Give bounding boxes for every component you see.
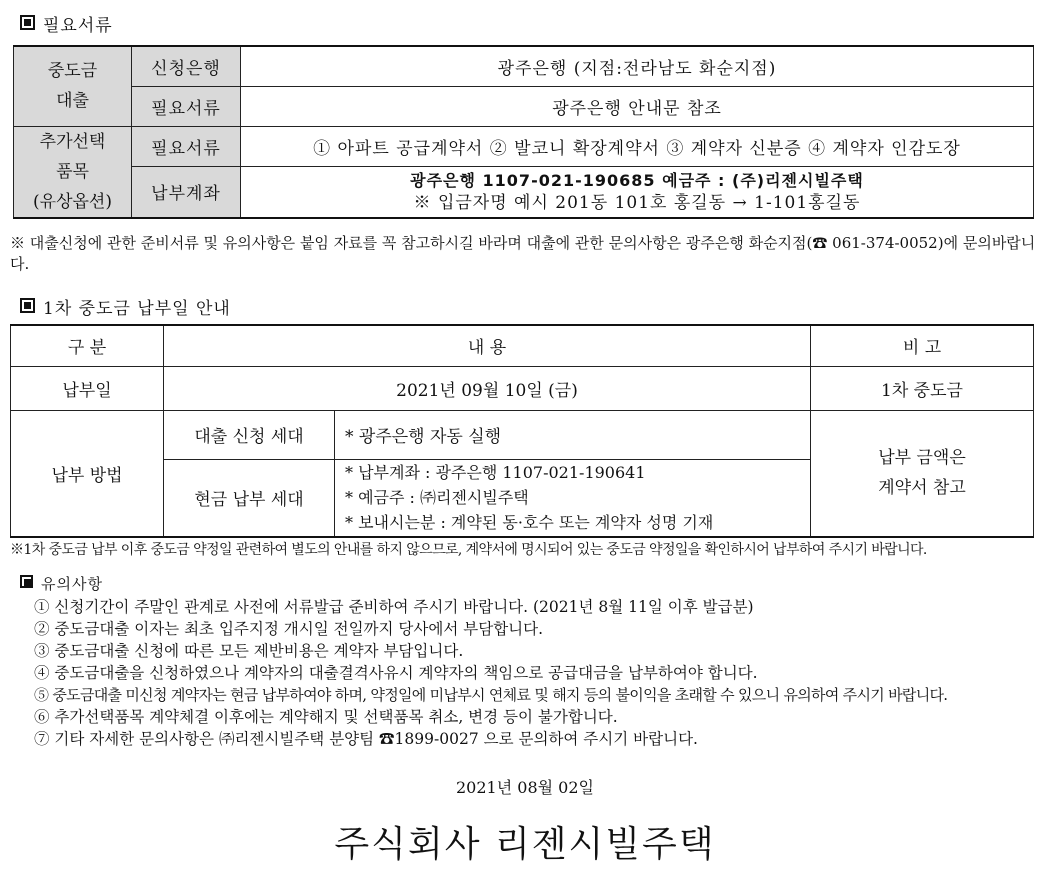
cash-household-value — [335, 459, 811, 537]
apply-bank-label: 신청은행 — [132, 46, 241, 86]
table-row — [11, 366, 1034, 410]
header-category: 구 분 — [11, 325, 164, 366]
loan-household-value: * 광주은행 자동 실행 — [335, 410, 811, 459]
notice-item: ⑤ 중도금대출 미신청 계약자는 현금 납부하여야 하며, 약정일에 미납부시 연체료 및 해지 등의 불이익을 초래할 수 있으니 유의하여 주시기 바랍니다. — [34, 686, 948, 704]
payment-schedule-table — [10, 324, 1034, 538]
payment-account-line: 광주은행 1107-021-190685 예금주 : (주)리젠시빌주택 — [410, 170, 864, 190]
notice-item: ③ 중도금대출 신청에 따른 모든 제반비용은 계약자 부담입니다. — [34, 642, 464, 660]
payment-method-remark — [811, 410, 1034, 537]
cash-holder-line: * 예금주 : ㈜리젠시빌주택 — [345, 488, 529, 508]
notice-item: ⑥ 추가선택품목 계약체결 이후에는 계약해지 및 선택품목 취소, 변경 등이 불가합니다. — [34, 708, 618, 726]
due-date-remark: 1차 중도금 — [811, 366, 1034, 410]
notice-item: ④ 중도금대출을 신청하였으나 계약자의 대출결격사유시 계약자의 책임으로 공급대금을 납부하여야 합니다. — [34, 664, 758, 682]
header-remark: 비 고 — [811, 325, 1034, 366]
section-title-text: 유의사항 — [41, 575, 103, 593]
required-docs-label: 필요서류 — [132, 86, 241, 126]
section-title-text: 필요서류 — [43, 16, 113, 36]
document-date: 2021년 08월 02일 — [456, 778, 594, 797]
payment-method-label: 납부 방법 — [11, 410, 164, 537]
square-bullet-icon — [20, 575, 33, 588]
notice-item: ⑦ 기타 자세한 문의사항은 ㈜리젠시빌주택 분양팀 ☎1899-0027 으로 문의하여 주시기 바랍니다. — [34, 730, 698, 748]
section-title-first-payment — [20, 294, 231, 319]
cash-account-line: * 납부계좌 : 광주은행 1107-021-190641 — [345, 463, 646, 483]
required-docs-table — [13, 45, 1034, 219]
apply-bank-value: 광주은행 (지점:전라남도 화순지점) — [241, 46, 1034, 86]
due-date-value: 2021년 09월 10일 (금) — [164, 366, 811, 410]
table-row — [14, 46, 1034, 86]
company-name: 주식회사 리젠시빌주택 — [334, 824, 716, 865]
section-title-required-docs — [20, 11, 113, 36]
loan-category-cell — [14, 46, 132, 126]
option-docs-label: 필요서류 — [132, 126, 241, 166]
payment-date-note: ※1차 중도금 납부 이후 중도금 약정일 관련하여 별도의 안내를 하지 않으므로, 계약서에 명시되어 있는 중도금 약정일을 확인하시어 납부하여 주시기 바랍니다. — [10, 542, 927, 558]
cell-text: 품목 — [56, 161, 89, 182]
option-category-cell — [14, 126, 132, 218]
table-row — [14, 86, 1034, 126]
table-row — [11, 410, 1034, 459]
payment-account-label: 납부계좌 — [132, 166, 241, 218]
cell-text: 추가선택 — [39, 131, 106, 152]
cell-text: 대출 — [56, 91, 89, 112]
option-docs-value: ① 아파트 공급계약서 ② 발코니 확장계약서 ③ 계약자 신분증 ④ 계약자 인감도장 — [241, 126, 1034, 166]
loan-inquiry-note: ※ 대출신청에 관한 준비서류 및 유의사항은 붙임 자료를 꼭 참고하시길 바라며 대출에 관한 문의사항은 광주은행 화순지점(☎ 061-374-0052)에 문의바랍니다. — [10, 234, 1036, 273]
required-docs-value: 광주은행 안내문 참조 — [241, 86, 1034, 126]
table-row — [14, 166, 1034, 218]
section-title-text: 1차 중도금 납부일 안내 — [43, 299, 231, 319]
cell-text: (유상옵션) — [33, 191, 112, 212]
header-content: 내 용 — [164, 325, 811, 366]
table-row — [14, 126, 1034, 166]
notice-item: ① 신청기간이 주말인 관계로 사전에 서류발급 준비하여 주시기 바랍니다. (2021년 8월 11일 이후 발급분) — [34, 598, 754, 616]
depositor-name-example: ※ 입금자명 예시 201동 101호 홍길동 → 1-101홍길동 — [413, 192, 861, 213]
cell-text: 계약서 참고 — [878, 478, 966, 499]
loan-household-label: 대출 신청 세대 — [164, 410, 335, 459]
square-bullet-icon — [20, 298, 35, 313]
cell-text: 중도금 — [47, 61, 98, 82]
cash-sender-line: * 보내시는분 : 계약된 동·호수 또는 계약자 성명 기재 — [345, 513, 714, 533]
section-title-notices — [20, 573, 103, 594]
cell-text: 납부 금액은 — [878, 448, 966, 469]
payment-account-value — [241, 166, 1034, 218]
square-bullet-icon — [20, 15, 35, 30]
due-date-label: 납부일 — [11, 366, 164, 410]
cash-household-label: 현금 납부 세대 — [164, 459, 335, 537]
notice-item: ② 중도금대출 이자는 최초 입주지정 개시일 전일까지 당사에서 부담합니다. — [34, 620, 544, 638]
table-header-row — [11, 325, 1034, 366]
